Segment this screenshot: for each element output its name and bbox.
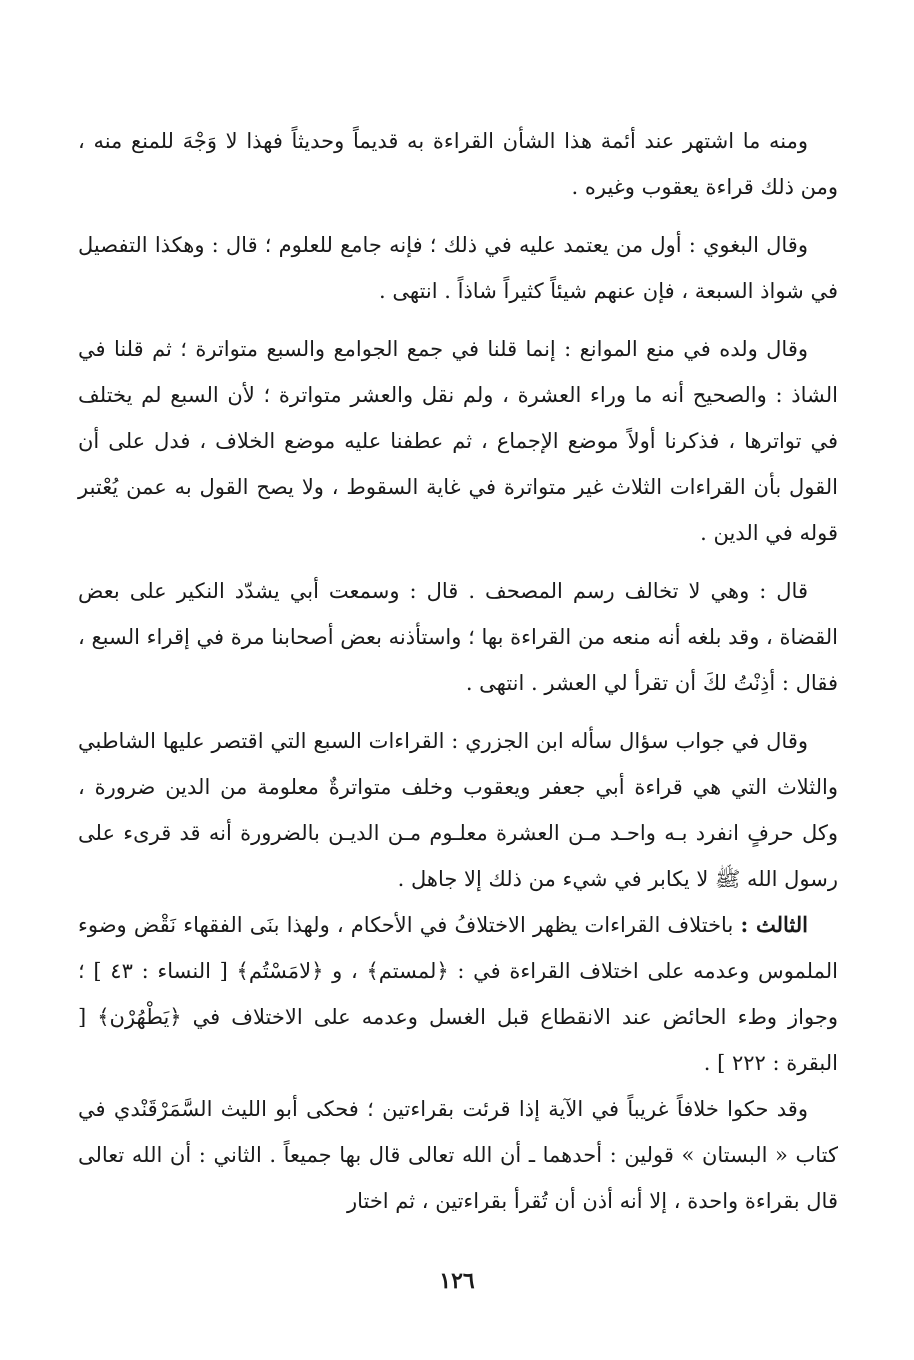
paragraph-1: ومنه ما اشتهر عند أئمة هذا الشأن القراءة به قديماً وحديثاً فهذا لا وَجْهَ للمنع منه ، ومن ذلك قراءة يعقوب وغيره . xyxy=(78,129,838,199)
paragraph-3: وقال ولده في منع الموانع : إنما قلنا في جمع الجوامع والسبع متواترة ؛ ثم قلنا في الشاذ : والصحيح أنه ما وراء العشرة ، ولم نقل والعشر متواترة ؛ لأن السبع لم يختلف في تواترها ، فذكرنا أولاً موضع الإجماع ، ثم عطفنا عليه موضع الخلاف ، فدل على أن القول بأن القراءات الثلاث غير متواترة في غاية السقوط ، ولا يصح القول به عمن يُعْتبر قوله في الدين . xyxy=(78,337,838,545)
third-text: باختلاف القراءات يظهر الاختلافُ في الأحكام ، ولهذا بنَى الفقهاء نَقْض وضوء الملموس وعدمه على اختلاف القراءة في : ﴿لمستم﴾ ، و ﴿لامَسْتُم﴾ [ النساء : ٤٣ ] ؛ وجواز وطء الحائض عند الانقطاع قبل الغسل وعدمه على الاختلاف في ﴿يَطْهُرْن﴾ [ البقرة : ٢٢٢ ] . xyxy=(78,913,839,1075)
paragraph-last: وقد حكوا خلافاً غريباً في الآية إذا قرئت بقراءتين ؛ فحكى أبو الليث السَّمَرْقَنْدي في كتاب « البستان » قولين : أحدهما ـ أن الله تعالى قال بها جميعاً . الثاني : أن الله تعالى قال بقراءة واحدة ، إلا أنه أذن أن تُقرأ بقراءتين ، ثم اختار xyxy=(78,1097,838,1213)
paragraph-5: وقال في جواب سؤال سأله ابن الجزري : القراءات السبع التي اقتصر عليها الشاطبي والثلاث التي هي قراءة أبي جعفر ويعقوب وخلف متواترةٌ معلومة من الدين ضرورة ، وكل حرفٍ انفرد بـه واحـد مـن العشرة معلـوم مـن الديـن بالضرورة أنه قد قرىء على رسول الله ﷺ لا يكابر في شيء من ذلك إلا جاهل . xyxy=(78,729,838,891)
page-number: ١٢٦ xyxy=(439,1268,475,1294)
third-heading: الثالث : xyxy=(740,912,808,937)
paragraph-third xyxy=(78,902,838,1086)
page-body xyxy=(78,118,838,1224)
paragraph-4: قال : وهي لا تخالف رسم المصحف . قال : وسمعت أبي يشدّد النكير على بعض القضاة ، وقد بلغه أنه منعه من القراءة بها ؛ واستأذنه بعض أصحابنا مرة في إقراء السبع ، فقال : أذِنْتُ لكَ أن تقرأ لي العشر . انتهى . xyxy=(78,579,838,695)
paragraph-2: وقال البغوي : أول من يعتمد عليه في ذلك ؛ فإنه جامع للعلوم ؛ قال : وهكذا التفصيل في شواذ السبعة ، فإن عنهم شيئاً كثيراً شاذاً . انتهى . xyxy=(78,233,838,303)
